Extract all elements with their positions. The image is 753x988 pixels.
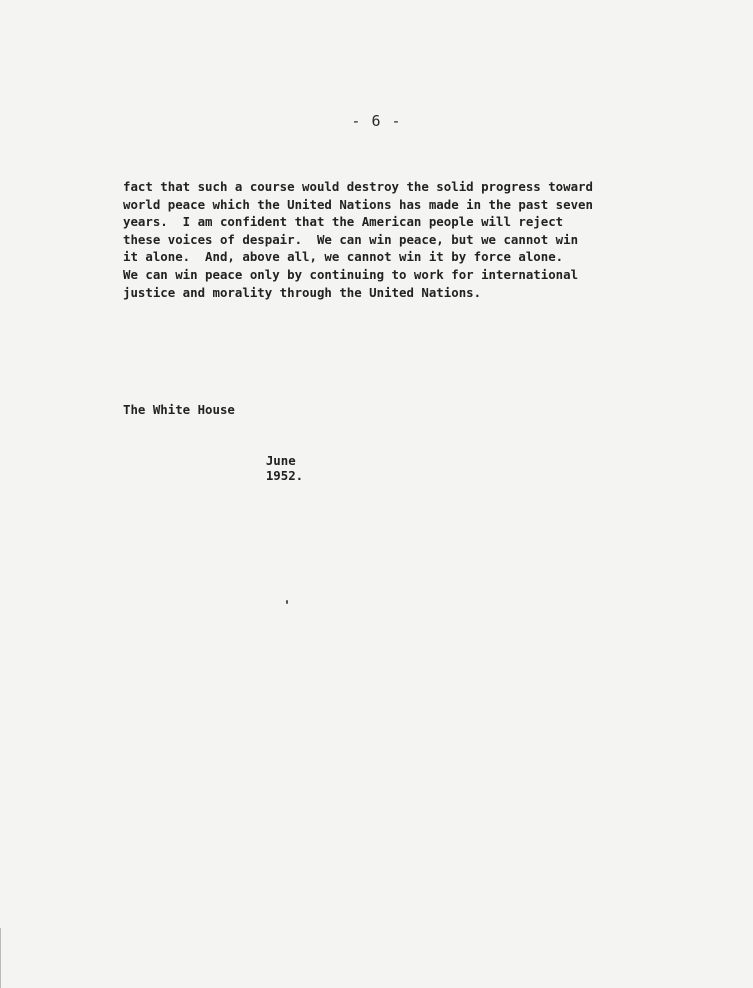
date-month: June: [265, 453, 296, 468]
body-line: years. I am confident that the American people will reject: [123, 214, 564, 230]
body-line: justice and morality through the United Nations.: [123, 284, 482, 300]
body-line: world peace which the United Nations has made in the past seven: [123, 196, 593, 212]
body-line: We can win peace only by continuing to work for international: [123, 266, 579, 282]
paper-edge-mark: [0, 928, 15, 988]
paper-speck: [286, 600, 288, 604]
date-line: [236, 438, 330, 498]
signoff-place: The White House: [123, 402, 235, 417]
date-year: 1952.: [265, 468, 304, 483]
body-paragraph: [123, 178, 643, 301]
body-line: it alone. And, above all, we cannot win it by force alone.: [123, 249, 564, 265]
page-number: - 6 -: [351, 112, 402, 130]
body-line: these voices of despair. We can win peace, but we cannot win: [123, 231, 579, 247]
body-line: fact that such a course would destroy the solid progress toward: [123, 179, 593, 194]
